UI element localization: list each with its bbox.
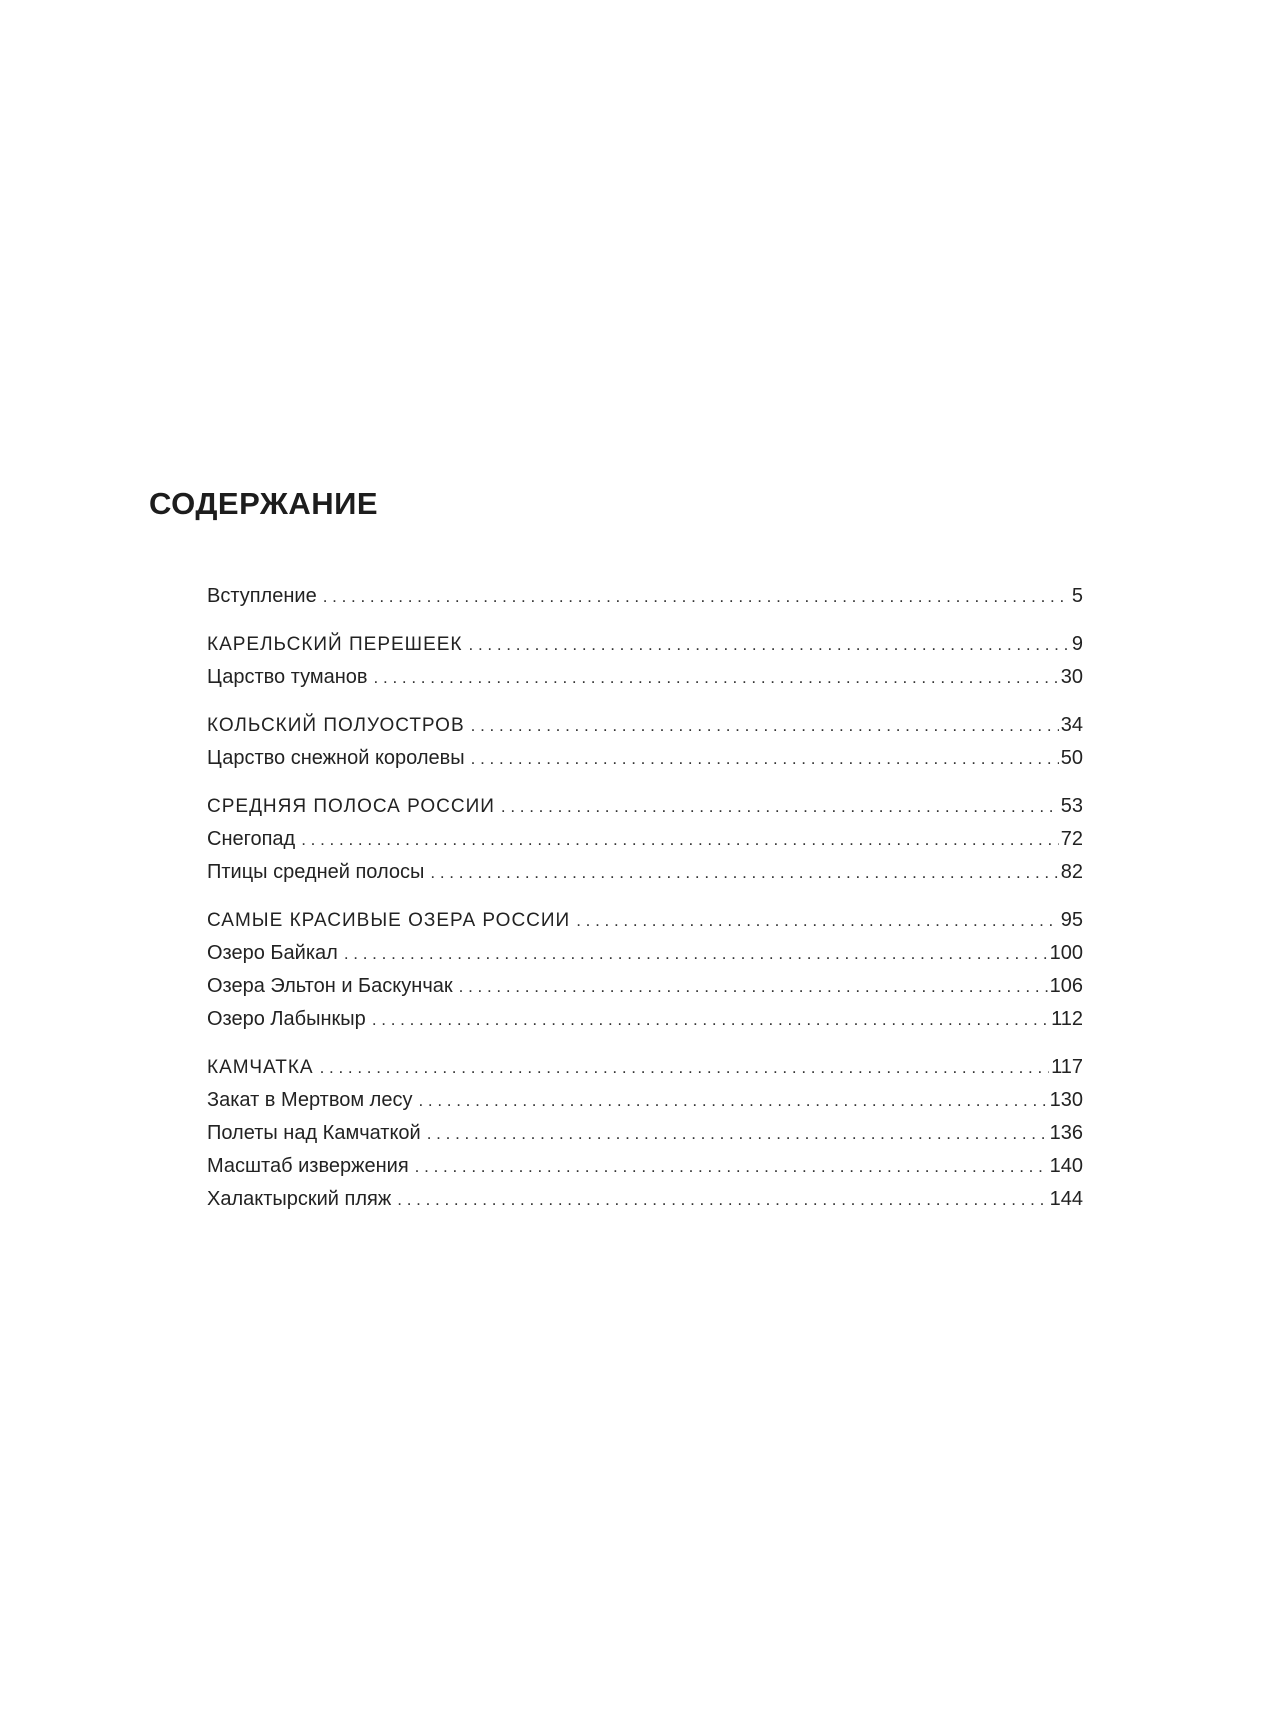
toc-entry-title: Птицы средней полосы [207, 861, 425, 883]
toc-entry-masshtab[interactable] [207, 1150, 1083, 1183]
toc-entry-tsarstvo-tumanov[interactable] [207, 661, 1083, 694]
dot-leader [323, 580, 1070, 613]
toc-entry-labynkyr[interactable] [207, 1003, 1083, 1036]
dot-leader [374, 661, 1059, 694]
toc-group [207, 904, 1083, 1036]
toc-section-srednyaya-polosa[interactable] [207, 790, 1083, 823]
toc-entry-page: 140 [1049, 1155, 1083, 1177]
toc-entry-title: КАРЕЛЬСКИЙ ПЕРЕШЕЕК [207, 634, 463, 655]
toc-entry-page: 30 [1060, 666, 1083, 688]
toc-entry-page: 106 [1049, 975, 1083, 997]
dot-leader [576, 904, 1059, 937]
toc-group [207, 580, 1083, 613]
dot-leader [344, 937, 1048, 970]
toc-entry-vstuplenie[interactable] [207, 580, 1083, 613]
dot-leader [427, 1117, 1048, 1150]
dot-leader [397, 1183, 1047, 1216]
toc-group [207, 790, 1083, 889]
toc-entry-page: 144 [1049, 1188, 1083, 1210]
toc-entry-zakat[interactable] [207, 1084, 1083, 1117]
toc-entry-ptitsy[interactable] [207, 856, 1083, 889]
dot-leader [320, 1051, 1050, 1084]
toc-section-karelsky-peresheek[interactable] [207, 628, 1083, 661]
toc-entry-title: Царство снежной королевы [207, 747, 465, 769]
table-of-contents [207, 580, 1083, 1231]
dot-leader [501, 790, 1059, 823]
toc-entry-snegopad[interactable] [207, 823, 1083, 856]
toc-section-kolsky-poluostrov[interactable] [207, 709, 1083, 742]
dot-leader [469, 628, 1070, 661]
toc-entry-title: КАМЧАТКА [207, 1057, 314, 1078]
toc-entry-title: Озеро Лабынкыр [207, 1008, 366, 1030]
toc-entry-page: 5 [1071, 585, 1083, 607]
toc-entry-page: 95 [1060, 909, 1083, 931]
toc-entry-khalaktyrsky[interactable] [207, 1183, 1083, 1216]
toc-entry-page: 112 [1051, 1008, 1083, 1030]
dot-leader [372, 1003, 1049, 1036]
toc-entry-title: Вступление [207, 585, 317, 607]
toc-entry-title: Халактырский пляж [207, 1188, 392, 1210]
toc-entry-page: 9 [1071, 633, 1083, 655]
dot-leader [415, 1150, 1048, 1183]
toc-entry-page: 82 [1060, 861, 1083, 883]
toc-entry-elton-baskunchak[interactable] [207, 970, 1083, 1003]
toc-entry-baikal[interactable] [207, 937, 1083, 970]
toc-entry-title: Масштаб извержения [207, 1155, 409, 1177]
toc-group [207, 709, 1083, 775]
toc-entry-page: 130 [1049, 1089, 1083, 1111]
toc-section-kamchatka[interactable] [207, 1051, 1083, 1084]
dot-leader [301, 823, 1059, 856]
toc-entry-polety[interactable] [207, 1117, 1083, 1150]
dot-leader [459, 970, 1048, 1003]
toc-entry-title: Снегопад [207, 828, 296, 850]
toc-entry-tsarstvo-snezhnoy-korolevy[interactable] [207, 742, 1083, 775]
toc-entry-page: 136 [1049, 1122, 1083, 1144]
dot-leader [471, 742, 1059, 775]
toc-entry-title: САМЫЕ КРАСИВЫЕ ОЗЕРА РОССИИ [207, 910, 571, 931]
toc-entry-page: 34 [1060, 714, 1083, 736]
toc-entry-title: СРЕДНЯЯ ПОЛОСА РОССИИ [207, 796, 495, 817]
dot-leader [430, 856, 1058, 889]
toc-entry-page: 117 [1051, 1056, 1083, 1078]
toc-entry-title: КОЛЬСКИЙ ПОЛУОСТРОВ [207, 715, 465, 736]
toc-group [207, 1051, 1083, 1216]
dot-leader [418, 1084, 1047, 1117]
toc-entry-page: 100 [1049, 942, 1083, 964]
toc-entry-title: Закат в Мертвом лесу [207, 1089, 413, 1111]
toc-entry-title: Озеро Байкал [207, 942, 338, 964]
toc-entry-page: 53 [1060, 795, 1083, 817]
toc-entry-title: Полеты над Камчаткой [207, 1122, 421, 1144]
page-title: СОДЕРЖАНИЕ [149, 486, 379, 521]
toc-entry-title: Царство туманов [207, 666, 368, 688]
dot-leader [471, 709, 1059, 742]
toc-group [207, 628, 1083, 694]
toc-entry-page: 50 [1060, 747, 1083, 769]
toc-section-ozera-rossii[interactable] [207, 904, 1083, 937]
toc-entry-title: Озера Эльтон и Баскунчак [207, 975, 453, 997]
toc-entry-page: 72 [1060, 828, 1083, 850]
